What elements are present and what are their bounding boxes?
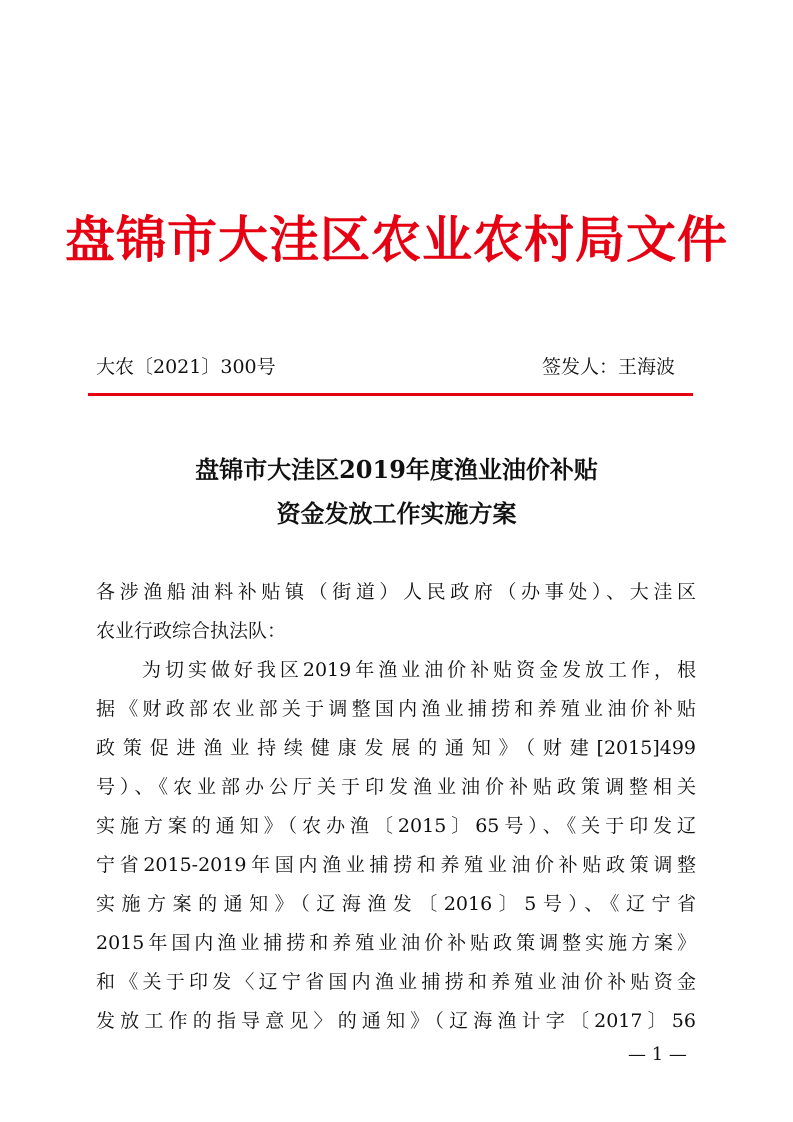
document-title [0,448,793,536]
body-line: 政策促进渔业持续健康发展的通知》（财建[2015]499 [96,737,696,759]
page-number: — 1 — [628,1044,687,1065]
body-line: 宁省2015-2019年国内渔业捕捞和养殖业油价补贴政策调整 [96,854,696,876]
body-line: 2015年国内渔业捕捞和养殖业油价补贴政策调整实施方案》 [96,932,696,954]
body-line: 号）、《农业部办公厅关于印发渔业油价补贴政策调整相关 [96,776,696,798]
body-line: 据《财政部农业部关于调整国内渔业捕捞和养殖业油价补贴 [96,698,696,720]
signer: 签发人：王海波 [541,356,675,378]
body-line: 实施方案的通知》（辽海渔发〔2016〕5号）、《辽宁省 [96,893,696,915]
document-number: 大农〔2021〕300号 [96,356,276,378]
body-line: 发放工作的指导意见〉的通知》（辽海渔计字〔2017〕56 [96,1010,696,1032]
body-line: 实施方案的通知》（农办渔〔2015〕65号）、《关于印发辽 [96,815,696,837]
header-divider [88,393,693,396]
body-line: 为切实做好我区2019年渔业油价补贴资金发放工作，根 [96,659,696,681]
title-line-2: 资金发放工作实施方案 [276,499,517,528]
body-line: 各涉渔船油料补贴镇（街道）人民政府（办事处）、大洼区 [96,581,696,603]
body-line: 农业行政综合执法队： [96,620,287,642]
body-line: 和《关于印发〈辽宁省国内渔业捕捞和养殖业油价补贴资金 [96,971,696,993]
title-line-1: 盘锦市大洼区2019年度渔业油价补贴 [195,455,598,484]
document-header-title: 盘锦市大洼区农业农村局文件 [65,210,728,269]
